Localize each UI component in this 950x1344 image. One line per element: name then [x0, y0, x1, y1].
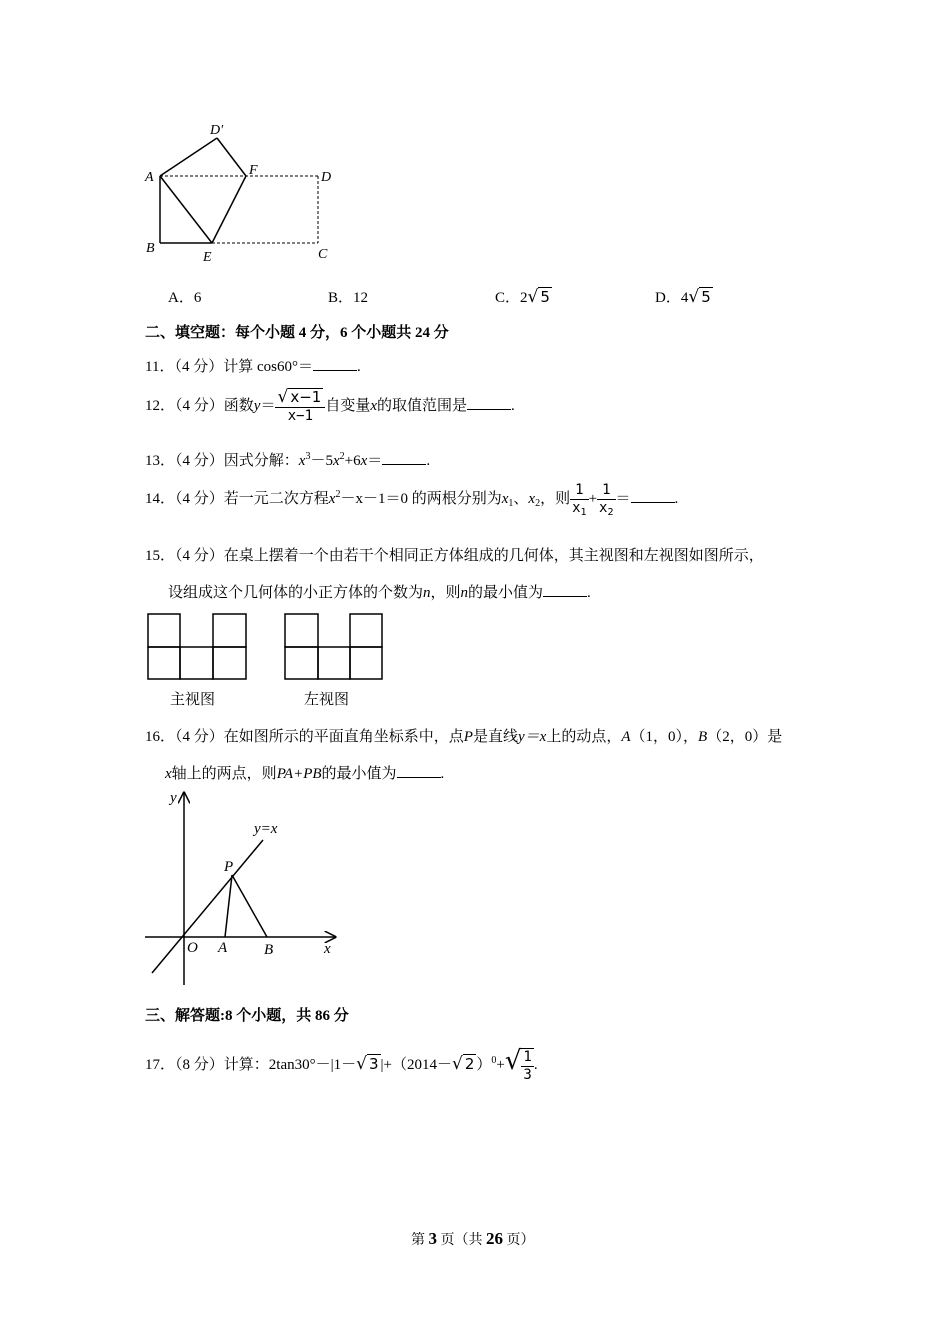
answer-blank [313, 357, 357, 371]
option-c: C．2√ 5 [495, 287, 550, 307]
graph-label-line: y=x [254, 821, 278, 837]
three-view-figure [140, 608, 400, 710]
question-12: 12．（4 分）函数y＝ $\frac{√ x-1}{x-1}$ 自变量x的取值范围是 . [145, 387, 515, 424]
fraction-1: $\frac{1}{x_1}$ [572, 482, 587, 518]
option-b: B．12 [328, 290, 369, 306]
label-D-prime: D′ [210, 123, 224, 138]
label-B: B [146, 241, 155, 256]
answer-blank [397, 764, 441, 778]
question-13: 13．（4 分）因式分解：$x^3-5x^2+6x=$ . [145, 451, 431, 469]
line-AE [160, 176, 212, 243]
front-view-label: 主视图 [170, 690, 216, 708]
answer-blank [382, 451, 426, 465]
question-17: 17．（8 分）计算：2tan30°－|1－√ 3 |+（2014－√ 2 ）$^0$+√ $\frac{1}{3}$ . [145, 1046, 538, 1083]
coordinate-graph [140, 785, 345, 990]
fraction: $\frac{1}{3}$ [523, 1048, 532, 1083]
section-2-title: 二、填空题：每个小题 4 分，6 个小题共 24 分 [145, 325, 449, 341]
answer-blank [467, 396, 511, 410]
graph-label-O: O [187, 940, 198, 956]
line-FE [212, 176, 246, 243]
option-a: A．6 [168, 290, 202, 306]
label-A: A [145, 170, 154, 185]
question-14: 14．（4 分）若一元二次方程$x^2-x-1=0$ 的两根分别为$x_1$、$x_2$，则 $\frac{1}{x_1}$ + $\frac{1}{x_2}$ ＝ . [145, 482, 679, 518]
label-D: D [321, 170, 332, 185]
segment-PB [232, 875, 267, 937]
answer-blank [631, 489, 675, 503]
label-E: E [203, 250, 212, 265]
graph-label-y: y [170, 790, 177, 806]
graph-label-P: P [224, 859, 234, 875]
fraction-2: $\frac{1}{x_2}$ [599, 482, 614, 518]
question-11: 11．（4 分）计算 cos60°＝ . [145, 359, 361, 375]
question-15-line-1: 15．（4 分）在桌上摆着一个由若干个相同正方体组成的几何体，其主视图和左视图如图所示， [145, 548, 764, 564]
page-footer: 第 3 页（共 26 页） [411, 1229, 535, 1248]
left-view-label: 左视图 [304, 690, 350, 708]
label-C: C [318, 247, 328, 262]
line-y-equals-x [152, 840, 263, 973]
front-view [148, 614, 246, 679]
line-AD-prime [160, 138, 217, 176]
graph-label-A: A [218, 940, 228, 956]
label-F: F [249, 163, 258, 178]
rectangle-fold-figure [140, 118, 340, 268]
fraction: $\frac{√ x-1}{x-1}$ [275, 388, 325, 425]
left-view [285, 614, 382, 679]
answer-blank [543, 583, 587, 597]
line-D-prime-F [217, 138, 246, 176]
graph-label-B: B [264, 942, 274, 958]
option-d: D．4√ 5 [655, 287, 711, 307]
section-3-title: 三、解答题:8 个小题，共 86 分 [145, 1008, 349, 1024]
graph-label-x: x [324, 941, 331, 957]
question-16-line-1: 16．（4 分）在如图所示的平面直角坐标系中，点P是直线y＝x上的动点，A（1，0），B（2，0）是 [145, 729, 783, 745]
question-16-line-2: x轴上的两点，则PA+PB的最小值为 . [165, 766, 445, 782]
question-15-line-2: 设组成这个几何体的小正方体的个数为n，则n的最小值为 . [168, 585, 591, 601]
